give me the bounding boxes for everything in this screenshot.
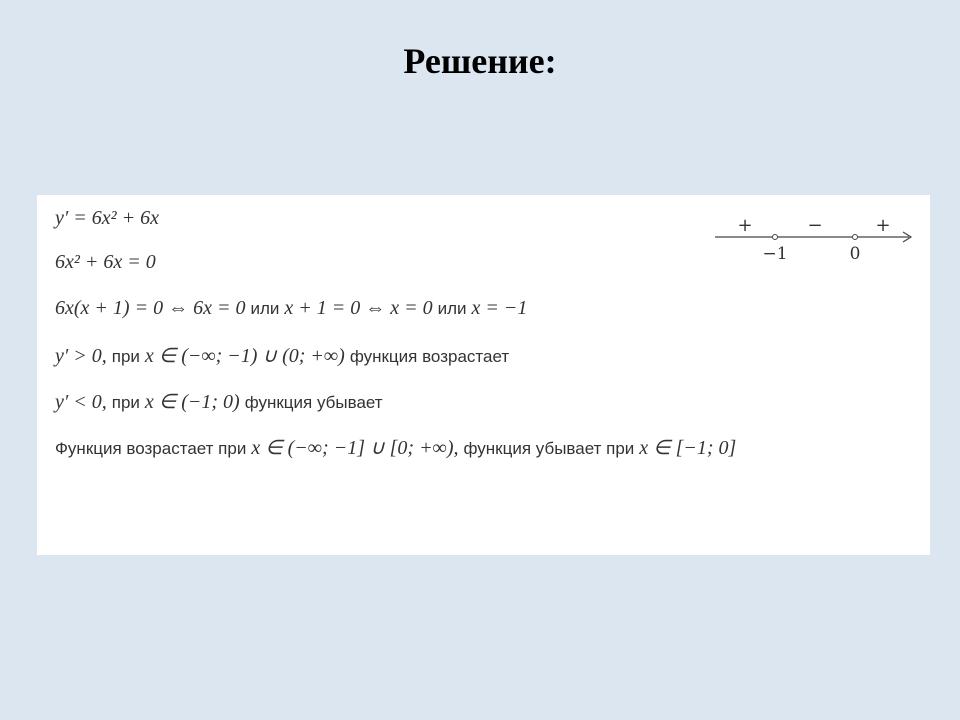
solution-panel <box>37 195 930 555</box>
solution-line-1 <box>55 207 159 230</box>
point-marker <box>773 235 778 240</box>
solution-line-2 <box>55 251 156 274</box>
text: при <box>111 393 140 412</box>
solution-line-6 <box>55 435 736 460</box>
solution-line-3 <box>55 297 527 320</box>
text: или <box>250 299 280 318</box>
formula: x ∈ (−1; 0) <box>144 391 240 413</box>
point-marker <box>853 235 858 240</box>
formula: x ∈ (−∞; −1) ∪ (0; +∞) <box>144 345 345 367</box>
formula: x + 1 = 0 ⇔ x = 0 <box>284 297 433 319</box>
formula: y′ = 6x² + 6x <box>55 207 159 229</box>
point-label: 0 <box>849 244 861 264</box>
solution-line-5 <box>55 389 383 414</box>
slide-title: Решение: <box>403 41 557 81</box>
point-label: −1 <box>762 244 788 264</box>
sign-label: + <box>737 215 753 236</box>
text: функция убывает <box>244 393 383 412</box>
formula: x ∈ [−1; 0] <box>639 437 737 459</box>
text: функция убывает при <box>463 439 635 458</box>
formula: y′ < 0, <box>55 391 107 413</box>
formula: 6x² + 6x = 0 <box>55 251 156 273</box>
formula: x = −1 <box>471 297 528 319</box>
formula: y′ > 0, <box>55 345 107 367</box>
sign-label: − <box>807 215 823 236</box>
text: Функция возрастает при <box>55 439 247 458</box>
sign-label: + <box>875 215 891 236</box>
text: при <box>111 347 140 366</box>
text: функция возрастает <box>349 347 510 366</box>
formula: x ∈ (−∞; −1] ∪ [0; +∞), <box>251 437 459 459</box>
text: или <box>437 299 467 318</box>
sign-number-line <box>713 209 923 269</box>
solution-line-4 <box>55 343 509 368</box>
formula: 6x(x + 1) = 0 ⇔ 6x = 0 <box>55 297 246 319</box>
